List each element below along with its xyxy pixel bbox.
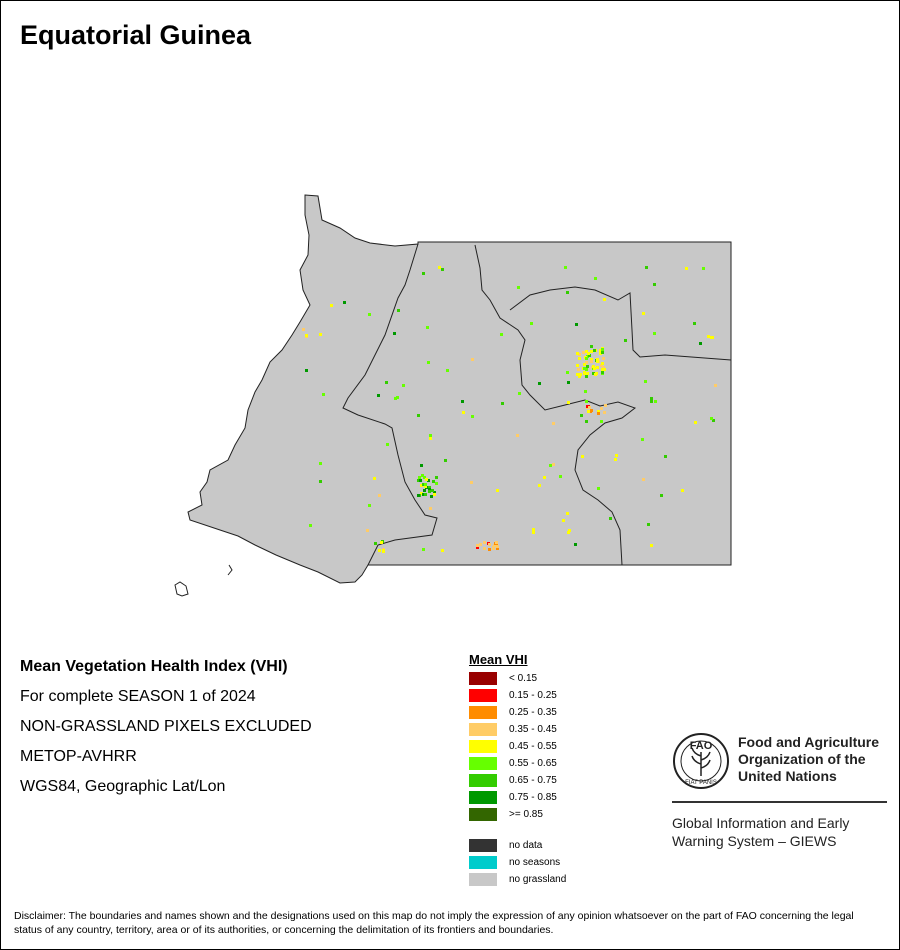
vhi-pixel bbox=[366, 529, 369, 532]
vhi-pixel bbox=[567, 401, 570, 404]
vhi-pixel bbox=[596, 358, 599, 361]
vhi-pixel bbox=[309, 524, 312, 527]
vhi-pixel bbox=[578, 357, 581, 360]
vhi-pixel bbox=[427, 361, 430, 364]
vhi-pixel bbox=[579, 373, 582, 376]
vhi-pixel bbox=[587, 352, 590, 355]
vhi-pixel bbox=[562, 519, 565, 522]
legend-class-swatch bbox=[469, 774, 497, 787]
vhi-pixel bbox=[330, 304, 333, 307]
legend-class-item bbox=[469, 806, 566, 823]
vhi-pixel bbox=[567, 531, 570, 534]
vhi-pixel bbox=[590, 360, 593, 363]
vhi-pixel bbox=[586, 372, 589, 375]
map-info bbox=[20, 656, 312, 806]
vhi-pixel bbox=[396, 396, 399, 399]
vhi-pixel bbox=[420, 464, 423, 467]
legend-class-item bbox=[469, 772, 566, 789]
legend-class-swatch bbox=[469, 740, 497, 753]
vhi-pixel bbox=[319, 480, 322, 483]
vhi-pixel bbox=[319, 462, 322, 465]
vhi-pixel bbox=[590, 409, 593, 412]
fao-logo-motto: FIAT PANIS bbox=[685, 780, 717, 786]
legend-class-swatch bbox=[469, 689, 497, 702]
vhi-pixel bbox=[609, 517, 612, 520]
vhi-pixel bbox=[597, 412, 600, 415]
vhi-pixel bbox=[575, 323, 578, 326]
vhi-pixel bbox=[594, 277, 597, 280]
vhi-pixel bbox=[685, 267, 688, 270]
fao-logo-text: FAO bbox=[689, 740, 713, 752]
vhi-pixel bbox=[438, 266, 441, 269]
legend-class-swatch bbox=[469, 808, 497, 821]
legend-class-label: 0.45 - 0.55 bbox=[509, 741, 557, 752]
vhi-pixel bbox=[585, 357, 588, 360]
vhi-pixel bbox=[614, 458, 617, 461]
vhi-pixel bbox=[593, 349, 596, 352]
vhi-pixel bbox=[602, 357, 605, 360]
vhi-pixel bbox=[471, 415, 474, 418]
legend-class-label: 0.75 - 0.85 bbox=[509, 792, 557, 803]
vhi-pixel bbox=[650, 400, 653, 403]
legend-special-label: no seasons bbox=[509, 857, 561, 868]
vhi-pixel bbox=[586, 365, 589, 368]
vhi-pixel bbox=[393, 332, 396, 335]
vhi-pixel bbox=[590, 345, 593, 348]
fao-logo-icon bbox=[672, 732, 730, 790]
vhi-pixel bbox=[432, 480, 435, 483]
legend-class-item bbox=[469, 670, 566, 687]
vhi-pixel bbox=[566, 512, 569, 515]
vhi-pixel bbox=[595, 372, 598, 375]
legend-classes bbox=[469, 670, 566, 823]
vhi-pixel bbox=[552, 463, 555, 466]
vhi-pixel bbox=[501, 402, 504, 405]
vhi-pixel bbox=[710, 336, 713, 339]
vhi-pixel bbox=[319, 333, 322, 336]
vhi-pixel bbox=[429, 437, 432, 440]
vhi-pixel bbox=[642, 312, 645, 315]
vhi-pixel bbox=[423, 489, 426, 492]
vhi-pixel bbox=[624, 339, 627, 342]
vhi-pixel bbox=[402, 384, 405, 387]
vhi-pixel bbox=[500, 333, 503, 336]
vhi-pixel bbox=[559, 475, 562, 478]
vhi-pixel bbox=[645, 266, 648, 269]
divider bbox=[672, 801, 887, 803]
exclusion-text: NON-GRASSLAND PIXELS EXCLUDED bbox=[20, 718, 312, 735]
islet bbox=[175, 582, 188, 596]
vhi-pixel bbox=[584, 390, 587, 393]
vhi-pixel bbox=[429, 434, 432, 437]
vhi-pixel bbox=[601, 351, 604, 354]
legend-class-item bbox=[469, 755, 566, 772]
vhi-pixel bbox=[603, 298, 606, 301]
vhi-pixel bbox=[585, 375, 588, 378]
vhi-pixel bbox=[538, 382, 541, 385]
index-name: Mean Vegetation Health Index (VHI) bbox=[20, 658, 288, 675]
vhi-pixel bbox=[580, 414, 583, 417]
vhi-pixel bbox=[566, 371, 569, 374]
vhi-pixel bbox=[441, 549, 444, 552]
vhi-pixel bbox=[343, 301, 346, 304]
fao-name: Food and Agriculture Organization of the United Nations bbox=[738, 734, 880, 784]
legend-special bbox=[469, 837, 566, 888]
vhi-pixel bbox=[446, 369, 449, 372]
vhi-pixel bbox=[530, 322, 533, 325]
vhi-pixel bbox=[543, 476, 546, 479]
vhi-pixel bbox=[305, 334, 308, 337]
vhi-pixel bbox=[492, 547, 495, 550]
vhi-pixel bbox=[576, 352, 579, 355]
vhi-pixel bbox=[462, 411, 465, 414]
vhi-pixel bbox=[385, 381, 388, 384]
vhi-pixel bbox=[600, 420, 603, 423]
vhi-pixel bbox=[694, 421, 697, 424]
vhi-pixel bbox=[581, 455, 584, 458]
legend-title: Mean VHI bbox=[469, 652, 528, 667]
vhi-pixel bbox=[707, 335, 710, 338]
vhi-pixel bbox=[644, 380, 647, 383]
legend-class-swatch bbox=[469, 672, 497, 685]
vhi-pixel bbox=[368, 313, 371, 316]
vhi-pixel bbox=[425, 478, 428, 481]
vhi-pixel bbox=[516, 434, 519, 437]
vhi-pixel bbox=[641, 438, 644, 441]
legend-class-item bbox=[469, 721, 566, 738]
vhi-pixel bbox=[604, 404, 607, 407]
vhi-pixel bbox=[378, 549, 381, 552]
vhi-pixel bbox=[585, 420, 588, 423]
vhi-pixel bbox=[577, 368, 580, 371]
vhi-pixel bbox=[564, 266, 567, 269]
vhi-pixel bbox=[417, 494, 420, 497]
vhi-pixel bbox=[431, 489, 434, 492]
giews-text: Global Information and Early Warning System – GIEWS bbox=[672, 815, 850, 849]
vhi-pixel bbox=[588, 406, 591, 409]
vhi-pixel bbox=[552, 422, 555, 425]
vhi-pixel bbox=[422, 272, 425, 275]
vhi-pixel bbox=[386, 443, 389, 446]
vhi-pixel bbox=[600, 407, 603, 410]
country-shape bbox=[175, 195, 731, 596]
legend-special-item bbox=[469, 854, 566, 871]
vhi-pixel bbox=[603, 368, 606, 371]
legend-class-label: >= 0.85 bbox=[509, 809, 543, 820]
vhi-pixel bbox=[576, 364, 579, 367]
vhi-pixel bbox=[424, 493, 427, 496]
vhi-pixel bbox=[518, 392, 521, 395]
vhi-pixel bbox=[699, 342, 702, 345]
sensor-text: METOP-AVHRR bbox=[20, 748, 137, 765]
vhi-pixel bbox=[583, 367, 586, 370]
legend-special-swatch bbox=[469, 856, 497, 869]
legend-class-swatch bbox=[469, 723, 497, 736]
vhi-pixel bbox=[368, 504, 371, 507]
legend-class-label: 0.25 - 0.35 bbox=[509, 707, 557, 718]
vhi-pixel bbox=[601, 348, 604, 351]
vhi-pixel bbox=[549, 464, 552, 467]
coast-fragment bbox=[228, 565, 232, 575]
vhi-pixel bbox=[654, 400, 657, 403]
vhi-pixel bbox=[322, 393, 325, 396]
vhi-pixel bbox=[650, 544, 653, 547]
vhi-pixel bbox=[583, 371, 586, 374]
vhi-pixel bbox=[488, 543, 491, 546]
vhi-pixel bbox=[714, 384, 717, 387]
vhi-pixel bbox=[681, 489, 684, 492]
vhi-pixel bbox=[566, 291, 569, 294]
vhi-pixel bbox=[532, 528, 535, 531]
vhi-pixel bbox=[702, 267, 705, 270]
vhi-pixel bbox=[419, 479, 422, 482]
legend-class-label: 0.55 - 0.65 bbox=[509, 758, 557, 769]
vhi-pixel bbox=[483, 547, 486, 550]
vhi-pixel bbox=[496, 545, 499, 548]
vhi-pixel bbox=[582, 351, 585, 354]
vhi-pixel bbox=[444, 459, 447, 462]
vhi-pixel bbox=[435, 482, 438, 485]
vhi-pixel bbox=[647, 523, 650, 526]
legend-special-item bbox=[469, 837, 566, 854]
vhi-pixel bbox=[615, 454, 618, 457]
vhi-pixel bbox=[650, 397, 653, 400]
vhi-pixel bbox=[574, 543, 577, 546]
vhi-pixel bbox=[601, 371, 604, 374]
vhi-pixel bbox=[488, 548, 491, 551]
vhi-pixel bbox=[471, 358, 474, 361]
vhi-pixel bbox=[596, 366, 599, 369]
vhi-pixel bbox=[496, 489, 499, 492]
vhi-pixel bbox=[603, 411, 606, 414]
vhi-pixel bbox=[373, 477, 376, 480]
legend-class-item bbox=[469, 738, 566, 755]
vhi-pixel bbox=[470, 481, 473, 484]
vhi-pixel bbox=[660, 494, 663, 497]
vhi-pixel bbox=[476, 544, 479, 547]
vhi-pixel bbox=[597, 487, 600, 490]
legend-class-label: 0.15 - 0.25 bbox=[509, 690, 557, 701]
vhi-pixel bbox=[430, 495, 433, 498]
vhi-pixel bbox=[461, 400, 464, 403]
vhi-pixel bbox=[378, 494, 381, 497]
vhi-pixel bbox=[710, 417, 713, 420]
vhi-pixel bbox=[397, 309, 400, 312]
vhi-pixel bbox=[429, 507, 432, 510]
legend-class-item bbox=[469, 687, 566, 704]
legend-class-item bbox=[469, 704, 566, 721]
vhi-pixel bbox=[435, 476, 438, 479]
legend-special-label: no grassland bbox=[509, 874, 567, 885]
vhi-pixel bbox=[418, 476, 421, 479]
vhi-pixel bbox=[642, 478, 645, 481]
season-text: For complete SEASON 1 of 2024 bbox=[20, 688, 256, 705]
vhi-pixel bbox=[532, 531, 535, 534]
vhi-pixel bbox=[422, 548, 425, 551]
vhi-pixel bbox=[302, 328, 305, 331]
vhi-pixel bbox=[653, 332, 656, 335]
vhi-pixel bbox=[664, 455, 667, 458]
legend-class-label: 0.35 - 0.45 bbox=[509, 724, 557, 735]
legend-class-item bbox=[469, 789, 566, 806]
vhi-pixel bbox=[479, 543, 482, 546]
vhi-pixel bbox=[433, 493, 436, 496]
map-title: Equatorial Guinea bbox=[20, 20, 252, 50]
vhi-pixel bbox=[428, 490, 431, 493]
vhi-pixel bbox=[377, 394, 380, 397]
vhi-pixel bbox=[483, 541, 486, 544]
legend bbox=[469, 652, 566, 888]
vhi-pixel bbox=[305, 369, 308, 372]
vhi-pixel bbox=[441, 268, 444, 271]
legend-class-swatch bbox=[469, 791, 497, 804]
vhi-pixel bbox=[517, 286, 520, 289]
vhi-pixel bbox=[417, 414, 420, 417]
legend-special-swatch bbox=[469, 873, 497, 886]
legend-special-label: no data bbox=[509, 840, 543, 851]
vhi-pixel bbox=[590, 350, 593, 353]
disclaimer: Disclaimer: The boundaries and names shown and the designations used on this map do not imply the expression of any opinion whatsoever on the part of FAO concerning the legal status of any country, territory, area or of its authorities, or concerning the delimitation of its frontiers and boundaries. bbox=[14, 910, 854, 936]
vhi-pixel bbox=[583, 363, 586, 366]
legend-special-swatch bbox=[469, 839, 497, 852]
vhi-pixel bbox=[585, 400, 588, 403]
vhi-pixel bbox=[538, 484, 541, 487]
vhi-pixel bbox=[601, 362, 604, 365]
legend-class-label: < 0.15 bbox=[509, 673, 538, 684]
vhi-pixel bbox=[426, 326, 429, 329]
legend-class-swatch bbox=[469, 706, 497, 719]
vhi-pixel bbox=[653, 283, 656, 286]
vhi-pixel bbox=[374, 542, 377, 545]
projection-text: WGS84, Geographic Lat/Lon bbox=[20, 778, 226, 795]
legend-class-label: 0.65 - 0.75 bbox=[509, 775, 557, 786]
vhi-pixel bbox=[382, 550, 385, 553]
vhi-pixel bbox=[380, 541, 383, 544]
vhi-pixel bbox=[587, 410, 590, 413]
vhi-pixel bbox=[693, 322, 696, 325]
vhi-pixel bbox=[567, 381, 570, 384]
vhi-pixel bbox=[495, 541, 498, 544]
legend-special-item bbox=[469, 871, 566, 888]
legend-class-swatch bbox=[469, 757, 497, 770]
vhi-pixel bbox=[593, 367, 596, 370]
vhi-pixel bbox=[424, 483, 427, 486]
